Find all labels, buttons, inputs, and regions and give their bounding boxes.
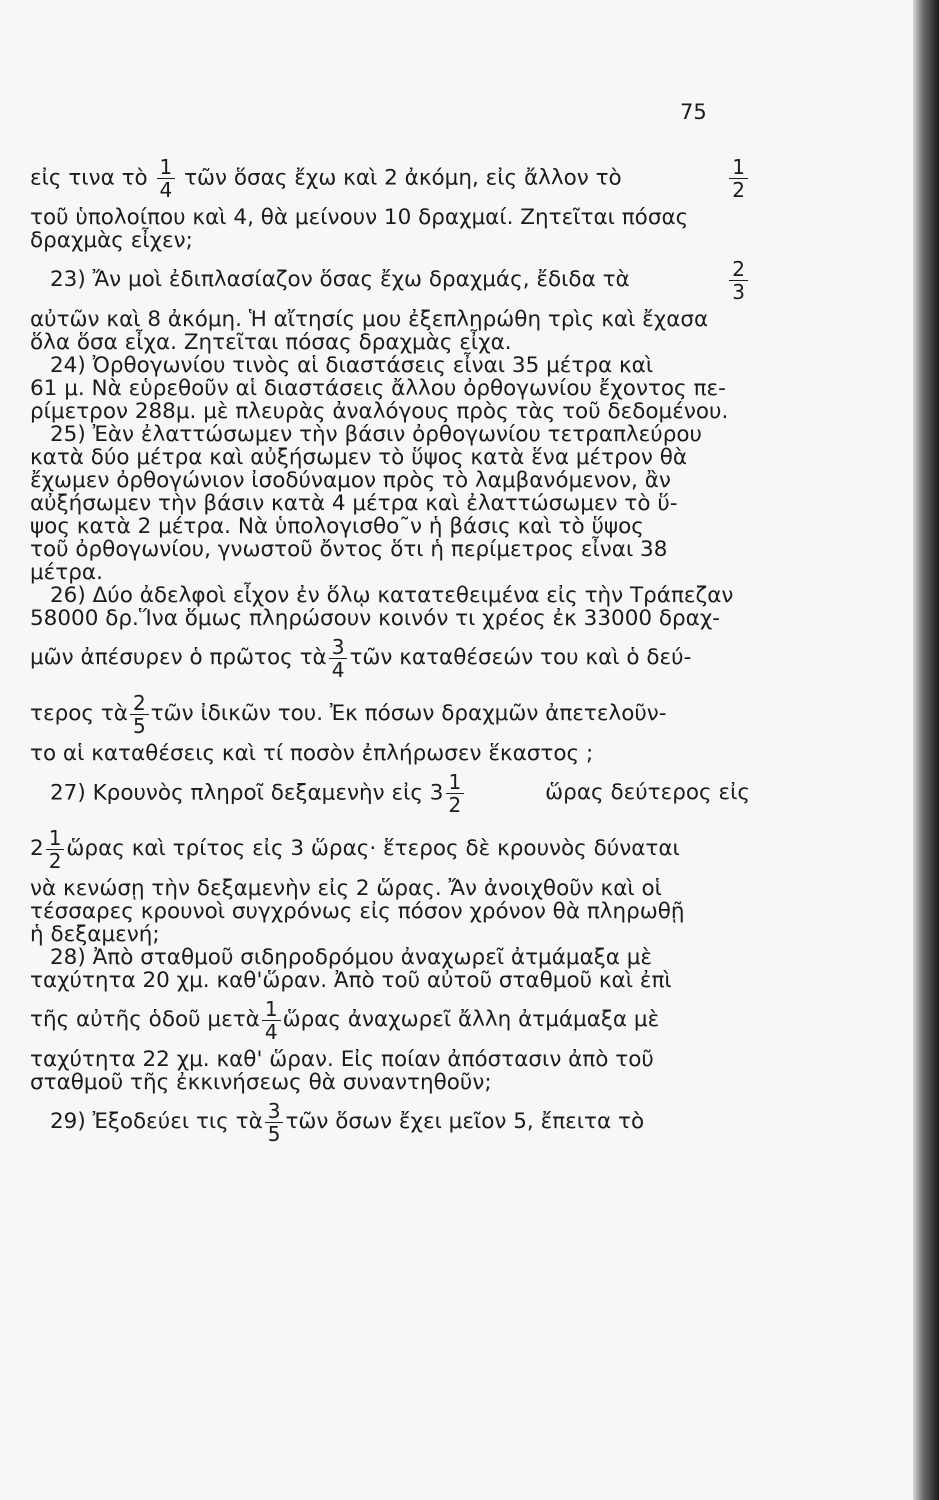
text-line: ταχύτητα 20 χμ. καθ'ὥραν. Ἀπὸ τοῦ αὐτοῦ σταθμοῦ καὶ ἐπὶ bbox=[30, 967, 672, 993]
text-line: τέσσαρες κρουνοὶ συγχρόνως εἰς πόσον χρόνον θὰ πληρωθῇ bbox=[30, 898, 685, 924]
fraction bbox=[46, 827, 65, 872]
fraction bbox=[729, 156, 748, 201]
text-line: 61 μ. Νὰ εὑρεθοῦν αἱ διαστάσεις ἄλλου ὀρθογωνίου ἔχοντος πε- bbox=[30, 375, 726, 401]
text-line: το αἱ καταθέσεις καὶ τί ποσὸν ἐπλήρωσεν ἕκαστος ; bbox=[30, 740, 594, 766]
fraction-denominator: 2 bbox=[448, 792, 462, 817]
text-segment: 29) Ἐξοδεύει τις τὰ bbox=[50, 1109, 263, 1134]
text-line bbox=[30, 992, 750, 1048]
text-segment: εἰς τινα τὸ bbox=[30, 165, 148, 190]
text-line: 58000 δρ.Ἵνα ὅμως πληρώσουν κοινόν τι χρέος ἐκ 33000 δραχ- bbox=[30, 605, 721, 631]
fraction bbox=[265, 1100, 284, 1145]
text-line: τοῦ ὀρθογωνίου, γνωστοῦ ὄντος ὅτι ἡ περίμετρος εἶναι 38 bbox=[30, 536, 668, 562]
text-segment: 23) Ἄν μοὶ ἐδιπλασίαζον ὅσας ἔχω δραχμάς, ἔδιδα τὰ bbox=[50, 267, 630, 292]
fraction-denominator: 3 bbox=[732, 279, 745, 304]
text-segment: τῆς αὐτῆς ὁδοῦ μετὰ bbox=[30, 1007, 260, 1032]
fraction-numerator: 1 bbox=[446, 771, 465, 794]
fraction-numerator: 2 bbox=[729, 258, 748, 281]
text-line: ὅλα ὅσα εἶχα. Ζητεῖται πόσας δραχμὰς εἶχα. bbox=[30, 329, 512, 355]
page-text bbox=[30, 150, 750, 1150]
text-segment: τῶν ὅσας ἔχω καὶ 2 ἀκόμη, εἰς ἄλλον τὸ bbox=[184, 165, 622, 190]
text-line: δραχμὰς εἶχεν; bbox=[30, 227, 193, 253]
text-line bbox=[30, 765, 750, 821]
text-line: αὐτῶν καὶ 8 ἀκόμη. Ἡ αἴτησίς μου ἐξεπληρώθη τρὶς καὶ ἔχασα bbox=[30, 306, 709, 332]
text-line: τοῦ ὑπολοίπου καὶ 4, θὰ μείνουν 10 δραχμαί. Ζητεῖται πόσας bbox=[30, 204, 689, 230]
text-segment: ὥρας καὶ τρίτος εἰς 3 ὥρας· ἕτερος δὲ κρουνὸς δύναται bbox=[66, 836, 680, 861]
fraction-denominator: 4 bbox=[331, 657, 345, 682]
book-spine-shadow bbox=[913, 0, 939, 1500]
fraction bbox=[329, 636, 348, 681]
text-line: νὰ κενώσῃ τὴν δεξαμενὴν εἰς 2 ὥρας. Ἄν ἀνοιχθοῦν καὶ οἱ bbox=[30, 875, 662, 901]
fraction-denominator: 4 bbox=[159, 177, 173, 202]
text-segment: 27) Κρουνὸς πληροῖ δεξαμενὴν εἰς 3 bbox=[50, 780, 444, 805]
fraction bbox=[729, 258, 748, 303]
text-line: μέτρα. bbox=[30, 559, 103, 585]
text-line: ρίμετρον 288μ. μὲ πλευρὰς ἀναλόγους πρὸς τὰς τοῦ δεδομένου. bbox=[30, 398, 729, 424]
fraction bbox=[130, 692, 149, 737]
text-line: 24) Ὀρθογωνίου τινὸς αἱ διαστάσεις εἶναι 35 μέτρα καὶ bbox=[50, 352, 654, 378]
text-segment: 2 bbox=[30, 836, 44, 861]
text-segment: τῶν ἰδικῶν του. Ἐκ πόσων δραχμῶν ἀπετελοῦν- bbox=[150, 701, 667, 726]
text-line bbox=[30, 686, 750, 742]
text-line: ἔχωμεν ὀρθογώνιον ἰσοδύναμον πρὸς τὸ λαμβανόμενον, ἂν bbox=[30, 467, 671, 493]
text-segment: ὥρας ἀναχωρεῖ ἄλλη ἀτμάμαξα μὲ bbox=[282, 1007, 660, 1032]
fraction-numerator: 1 bbox=[729, 156, 748, 179]
text-segment: ὥρας δεύτερος εἰς bbox=[545, 780, 750, 805]
text-line: σταθμοῦ τῆς ἐκκινήσεως θὰ συναντηθοῦν; bbox=[30, 1069, 492, 1095]
fraction-numerator: 2 bbox=[130, 692, 149, 715]
text-line bbox=[30, 252, 750, 308]
fraction-denominator: 4 bbox=[264, 1019, 278, 1044]
text-line bbox=[30, 630, 750, 686]
fraction-numerator: 1 bbox=[157, 156, 176, 179]
fraction bbox=[262, 998, 281, 1043]
fraction-numerator: 3 bbox=[329, 636, 348, 659]
text-segment: τερος τὰ bbox=[30, 701, 128, 726]
fraction-denominator: 5 bbox=[132, 713, 146, 738]
fraction bbox=[157, 156, 176, 201]
text-line: 26) Δύο ἀδελφοὶ εἶχον ἐν ὅλῳ κατατεθειμένα εἰς τὴν Τράπεζαν bbox=[50, 582, 734, 608]
text-line: 25) Ἐὰν ἐλαττώσωμεν τὴν βάσιν ὀρθογωνίου τετραπλεύρου bbox=[50, 421, 702, 447]
text-line: αὐξήσωμεν τὴν βάσιν κατὰ 4 μέτρα καὶ ἐλαττώσωμεν τὸ ὕ- bbox=[30, 490, 678, 516]
text-line: 28) Ἀπὸ σταθμοῦ σιδηροδρόμου ἀναχωρεῖ ἀτμάμαξα μὲ bbox=[50, 944, 653, 970]
text-line: ἡ δεξαμενή; bbox=[30, 921, 160, 947]
text-segment: τῶν ὅσων ἔχει μεῖον 5, ἔπειτα τὸ bbox=[285, 1109, 645, 1134]
text-line: κατὰ δύο μέτρα καὶ αὐξήσωμεν τὸ ὕψος κατὰ ἕνα μέτρον θὰ bbox=[30, 444, 688, 470]
text-line: ψος κατὰ 2 μέτρα. Νὰ ὑπολογισθο῀ν ἡ βάσις καὶ τὸ ὕψος bbox=[30, 513, 644, 539]
text-line bbox=[30, 150, 750, 206]
text-line bbox=[30, 821, 750, 877]
fraction-denominator: 5 bbox=[267, 1121, 281, 1146]
page-number: 75 bbox=[680, 100, 707, 124]
text-line bbox=[30, 1094, 750, 1150]
text-line: ταχύτητα 22 χμ. καθ' ὥραν. Εἰς ποίαν ἀπόστασιν ἀπὸ τοῦ bbox=[30, 1046, 654, 1072]
fraction-numerator: 1 bbox=[46, 827, 65, 850]
fraction bbox=[446, 771, 465, 816]
fraction-denominator: 2 bbox=[732, 177, 745, 202]
fraction-denominator: 2 bbox=[48, 848, 62, 873]
text-segment: μῶν ἀπέσυρεν ὁ πρῶτος τὰ bbox=[30, 645, 327, 670]
text-segment: τῶν καταθέσεών του καὶ ὁ δεύ- bbox=[349, 645, 692, 670]
fraction-numerator: 1 bbox=[262, 998, 281, 1021]
fraction-numerator: 3 bbox=[265, 1100, 284, 1123]
